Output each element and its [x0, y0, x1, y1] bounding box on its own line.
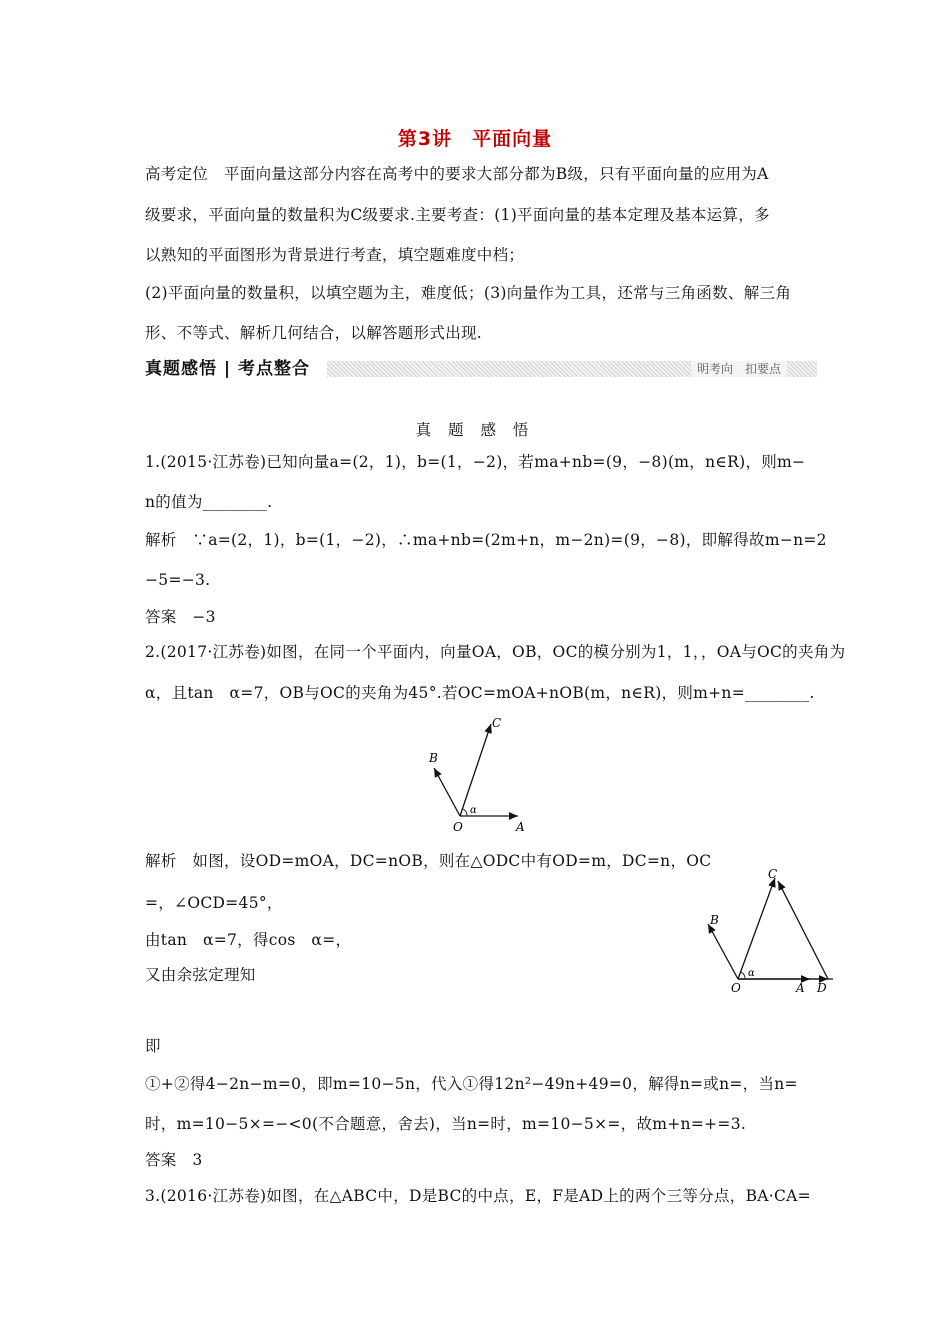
- section-heading: 真 题 感 悟: [415, 421, 535, 439]
- vector-dc: [778, 881, 828, 979]
- solution-2-line-4: 又由余弦定理知: [145, 966, 256, 984]
- answer-2: 答案 3: [145, 1151, 203, 1169]
- intro-line-1: 高考定位 平面向量这部分内容在高考中的要求大部分都为B级，只有平面向量的应用为A: [145, 165, 769, 183]
- solution-2-line-5: 即: [145, 1037, 161, 1055]
- label-a: A: [796, 981, 805, 994]
- intro-line-3: 以熟知的平面图形为背景进行考查，填空题难度中档；: [145, 246, 525, 264]
- label-o: O: [453, 820, 463, 834]
- angle-arc: [463, 809, 467, 816]
- vector-ob: [708, 924, 738, 979]
- section-banner: [145, 357, 817, 381]
- label-d: D: [817, 981, 827, 994]
- figure-2-triangle: [700, 864, 840, 994]
- vector-oc: [460, 724, 491, 816]
- intro-line-2: 级要求，平面向量的数量积为C级要求.主要考查：(1)平面向量的基本定理及基本运算，多: [145, 206, 770, 224]
- angle-arc: [741, 972, 745, 979]
- banner-label: 真题感悟 | 考点整合: [145, 359, 311, 379]
- answer-1: 答案 −3: [145, 608, 216, 626]
- label-c: C: [492, 716, 502, 730]
- vector-ob: [434, 768, 460, 816]
- label-alpha: α: [470, 805, 477, 816]
- label-c: C: [768, 867, 778, 881]
- figure-1-vectors: [420, 712, 540, 838]
- question-3-line-1: 3.(2016·江苏卷)如图，在△ABC中，D是BC的中点，E，F是AD上的两个三等分点，BA·CA=: [145, 1187, 811, 1205]
- solution-1-line-2: −5=−3.: [145, 571, 211, 589]
- label-a: A: [516, 820, 525, 834]
- solution-2-line-3: 由tan α=7，得cos α=，: [145, 931, 352, 949]
- solution-2-line-7: 时，m=10−5×=−<0(不合题意，舍去)，当n=时，m=10−5×=，故m+n=+=3.: [145, 1115, 747, 1133]
- solution-1-line-1: 解析 ∵a=(2，1)，b=(1，−2)，∴ma+nb=(2m+n，m−2n)=(9，−8)，即解得故m−n=2: [145, 531, 827, 549]
- question-1-line-2: n的值为________.: [145, 493, 273, 511]
- label-b: B: [429, 751, 438, 765]
- intro-line-4: (2)平面向量的数量积，以填空题为主，难度低；(3)向量作为工具，还常与三角函数、解三角: [145, 284, 792, 302]
- label-o: O: [731, 981, 741, 994]
- solution-2-line-6: ①+②得4−2n−m=0，即m=10−5n，代入①得12n²−49n+49=0，解得n=或n=，当n=: [145, 1075, 798, 1093]
- question-2-line-1: 2.(2017·江苏卷)如图，在同一个平面内，向量OA，OB，OC的模分别为1，1，，OA与OC的夹角为: [145, 643, 846, 661]
- solution-2-line-2: =，∠OCD=45°，: [145, 894, 283, 912]
- question-1-line-1: 1.(2015·江苏卷)已知向量a=(2，1)，b=(1，−2)，若ma+nb=(9，−8)(m，n∈R)，则m−: [145, 453, 806, 471]
- solution-2-line-1: 解析 如图，设OD=mOA，DC=nOB，则在△ODC中有OD=m，DC=n，OC: [145, 852, 712, 870]
- vector-oc: [738, 878, 775, 979]
- page-title: 第3讲 平面向量: [397, 128, 553, 150]
- label-b: B: [710, 913, 719, 927]
- banner-right-label: 明考向 扣要点: [691, 361, 787, 377]
- intro-line-5: 形、不等式、解析几何结合，以解答题形式出现.: [145, 324, 483, 342]
- question-2-line-2: α，且tan α=7，OB与OC的夹角为45°.若OC=mOA+nOB(m，n∈R)，则m+n=________.: [145, 684, 815, 702]
- label-alpha: α: [748, 968, 755, 979]
